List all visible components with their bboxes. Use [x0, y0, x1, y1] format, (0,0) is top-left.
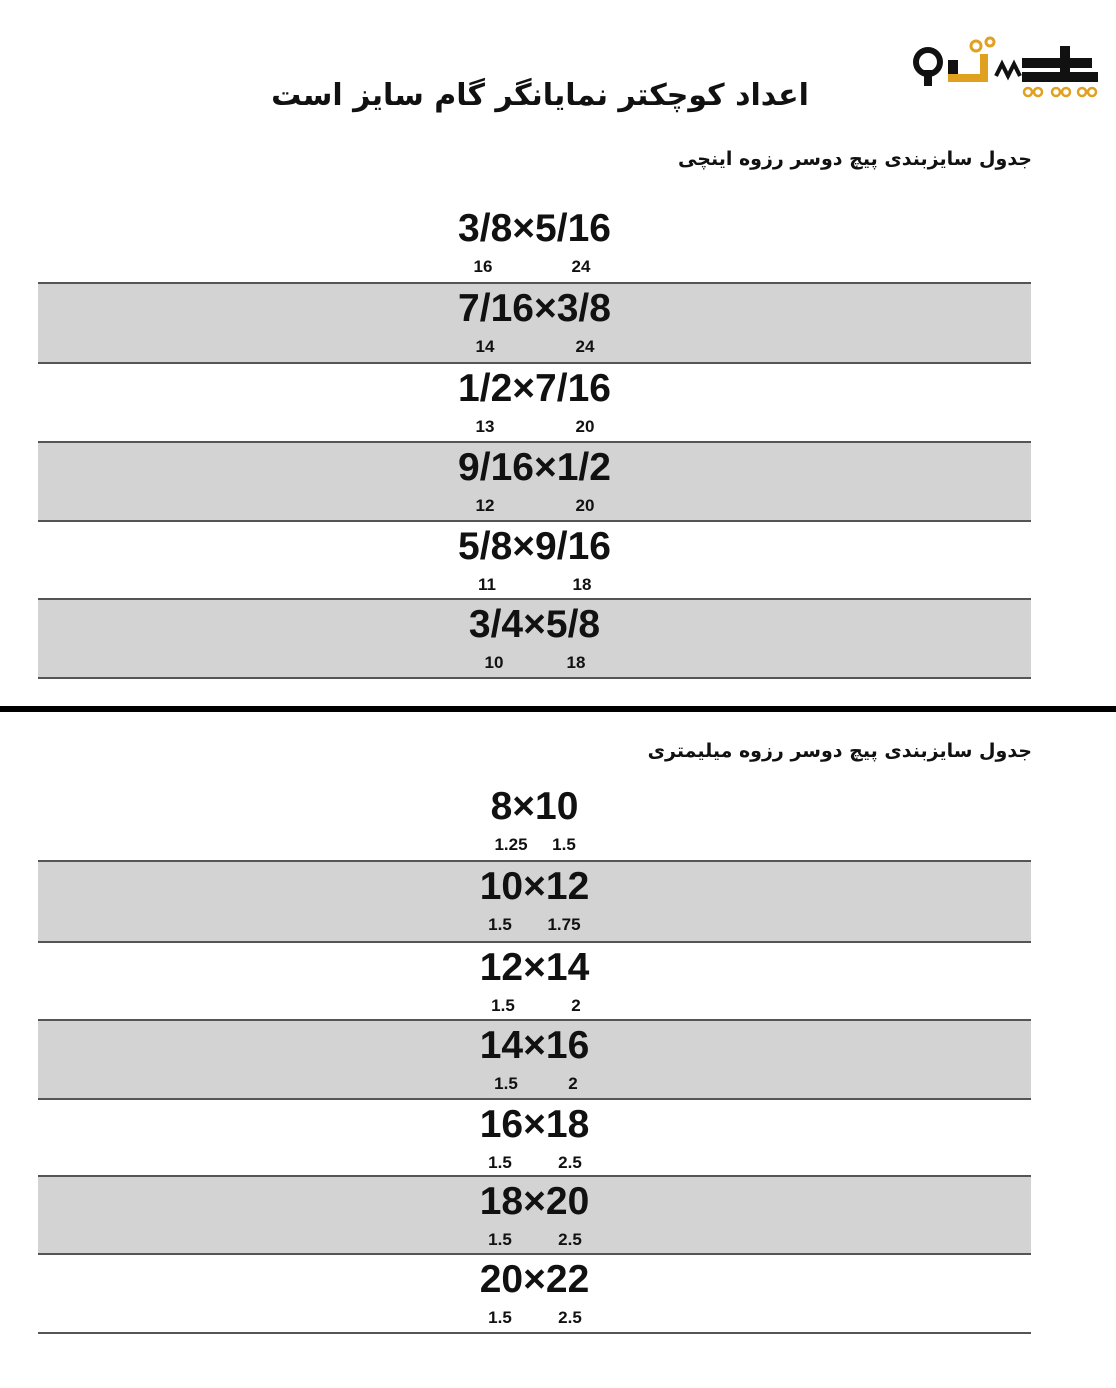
- table-row: [38, 1021, 1031, 1100]
- thread-size: 9/16×1/2: [458, 446, 611, 489]
- table-row: [38, 284, 1031, 364]
- pitch-value: 18: [572, 575, 592, 594]
- table-row: [38, 862, 1031, 943]
- pitch-value: 1.5: [494, 1074, 518, 1093]
- pitch-value: 1.5: [491, 996, 515, 1015]
- pitch-value: 13: [475, 417, 495, 436]
- table-row: [38, 204, 1031, 284]
- thread-size: 10×12: [479, 865, 590, 908]
- pitch-value: 1.75: [547, 915, 581, 934]
- pitch-value: 24: [571, 257, 591, 276]
- metric-table-caption: جدول سایزبندی پیچ دوسر رزوه میلیمتری: [647, 740, 1032, 762]
- table-row: [38, 1255, 1031, 1334]
- table-row: [38, 943, 1031, 1021]
- pitch-value: 10: [484, 653, 504, 672]
- pitch-value: 20: [575, 496, 595, 515]
- thread-size: 12×14: [479, 946, 590, 989]
- table-row: [38, 600, 1031, 679]
- table-row: [38, 364, 1031, 443]
- pitch-value: 1.25: [494, 835, 528, 854]
- table-row: [38, 443, 1031, 522]
- pitch-value: 2.5: [558, 1230, 582, 1249]
- table-row: [38, 1100, 1031, 1177]
- thread-size: 16×18: [479, 1103, 590, 1146]
- metric-thread-table: [38, 782, 1031, 1334]
- inch-table-caption: جدول سایزبندی پیچ دوسر رزوه اینچی: [678, 148, 1032, 170]
- pitch-value: 2: [571, 996, 581, 1015]
- pitch-value: 2.5: [558, 1153, 582, 1172]
- pitch-value: 1.5: [488, 1308, 512, 1327]
- pitch-value: 11: [478, 575, 496, 594]
- inch-thread-table: [38, 204, 1031, 679]
- section-divider: [0, 706, 1116, 712]
- pitch-value: 1.5: [552, 835, 576, 854]
- thread-size: 7/16×3/8: [458, 287, 611, 330]
- thread-size: 5/8×9/16: [458, 525, 611, 568]
- thread-size: 3/8×5/16: [458, 207, 611, 250]
- table-row: [38, 782, 1031, 862]
- pitch-value: 18: [566, 653, 586, 672]
- page-title: اعداد کوچکتر نمایانگر گام سایز است: [271, 78, 809, 113]
- thread-size: 8×10: [490, 785, 579, 828]
- pitch-value: 1.5: [488, 1230, 512, 1249]
- pitch-value: 24: [575, 337, 595, 356]
- pitch-value: 20: [575, 417, 595, 436]
- pitch-value: 2: [568, 1074, 578, 1093]
- pitch-value: 16: [473, 257, 493, 276]
- thread-size: 14×16: [479, 1024, 590, 1067]
- table-row: [38, 1177, 1031, 1255]
- thread-size: 18×20: [479, 1180, 590, 1223]
- table-row: [38, 522, 1031, 600]
- pitch-value: 12: [475, 496, 495, 515]
- thread-size: 1/2×7/16: [458, 367, 611, 410]
- pitch-value: 1.5: [488, 1153, 512, 1172]
- pitch-value: 1.5: [488, 915, 512, 934]
- thread-size: 20×22: [479, 1258, 590, 1301]
- thread-size: 3/4×5/8: [468, 603, 601, 646]
- pitch-value: 14: [475, 337, 495, 356]
- bolt-shop-logo-icon: [910, 36, 1100, 106]
- pitch-value: 2.5: [558, 1308, 582, 1327]
- brand-logo: [910, 36, 1100, 106]
